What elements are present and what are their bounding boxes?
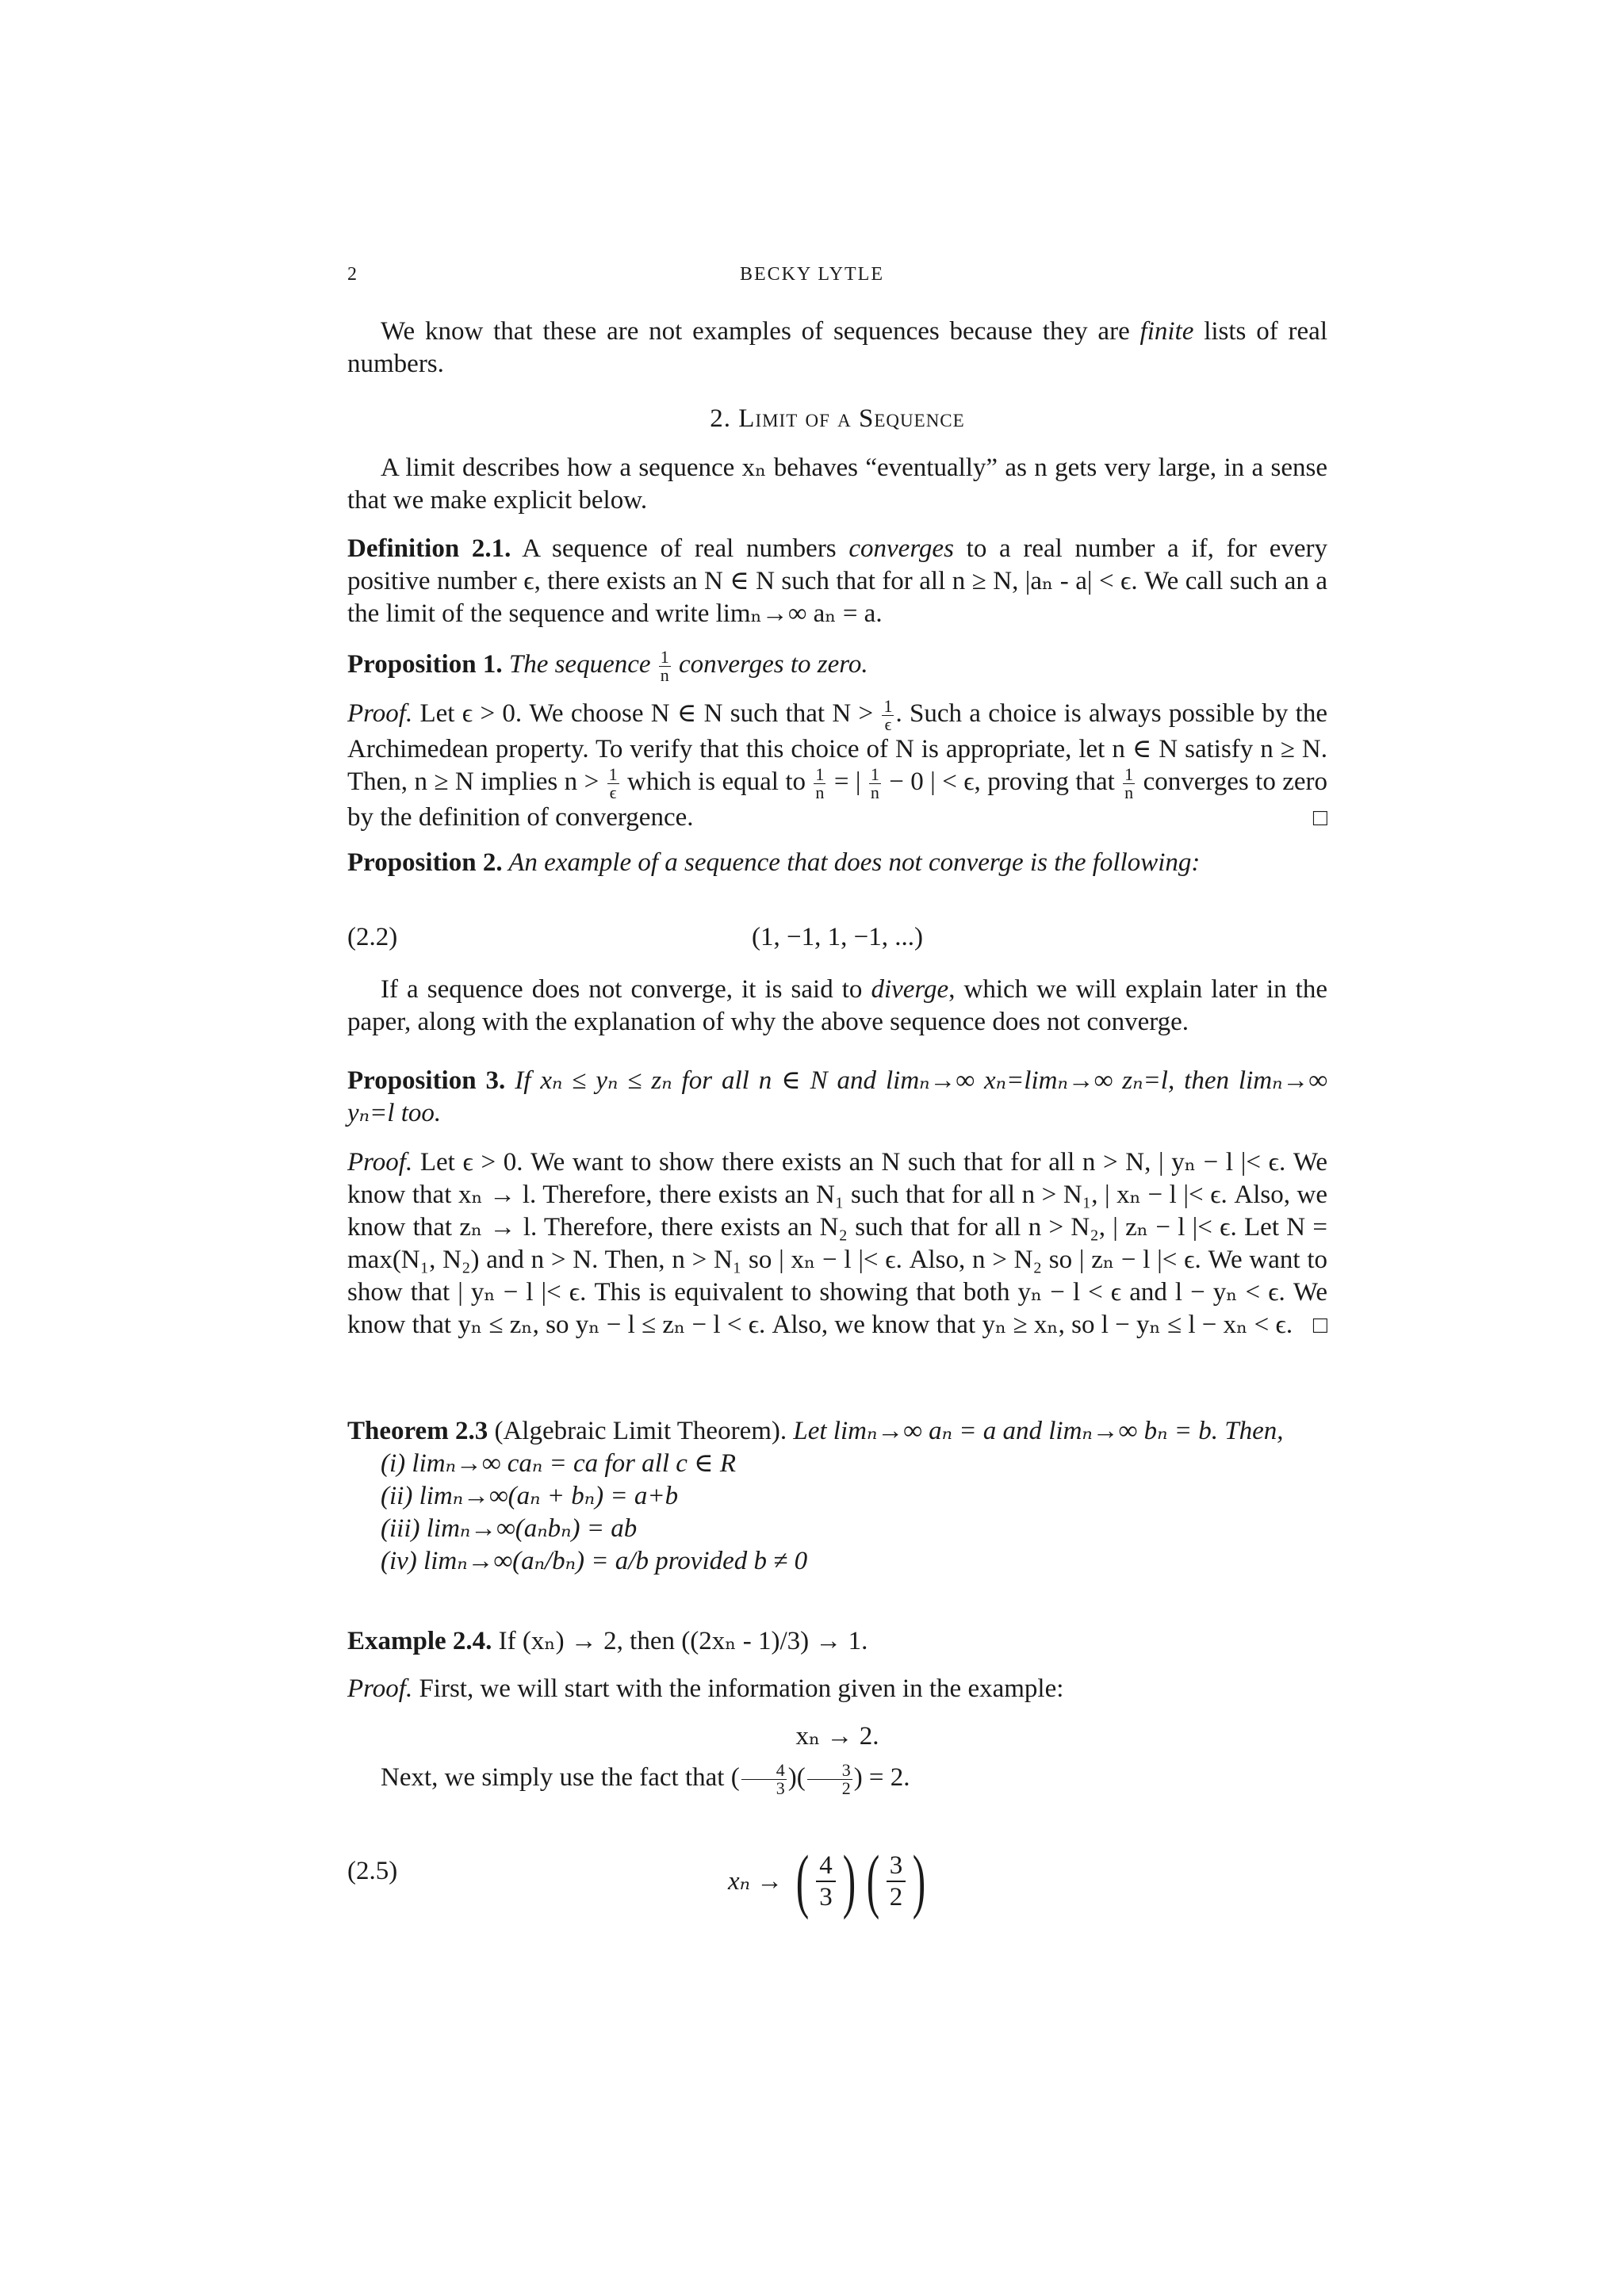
- equation-number: (2.2): [347, 923, 398, 951]
- paragraph-text: )(: [787, 1763, 806, 1793]
- fraction-numerator: 1: [870, 764, 879, 784]
- diverge-paragraph: [347, 974, 1327, 1039]
- theorem-item: (i) limₙ→∞ caₙ = ca for all c ∈ R: [381, 1449, 736, 1478]
- proposition-text: If xₙ ≤ yₙ ≤ zₙ for all n ∈ N and limₙ→∞ xₙ=limₙ→∞ zₙ=l, then limₙ→∞ yₙ=l too.: [347, 1066, 1327, 1127]
- qed-symbol: □: [1312, 1312, 1327, 1338]
- limit-intro-paragraph: A limit describes how a sequence xₙ behaves “eventually” as n gets very large, in a sense that we make explicit below.: [347, 453, 1327, 515]
- proposition-label: Proposition 2.: [347, 848, 503, 877]
- left-paren: (: [866, 1842, 879, 1920]
- section-title: 2. Limit of a Sequence: [710, 404, 965, 433]
- fraction-denominator: 3: [776, 1778, 785, 1798]
- definition-2-1: [347, 533, 1327, 630]
- paragraph-text-end: ) = 2.: [853, 1763, 910, 1793]
- proof-example-2-4: [347, 1673, 1327, 1705]
- fraction-numerator: 4: [741, 1762, 787, 1780]
- fraction: [807, 1762, 852, 1797]
- proof-label: Proof.: [347, 1148, 413, 1177]
- fraction-numerator: 1: [815, 764, 825, 784]
- fraction: [659, 649, 671, 684]
- intro-text-end: lists of real numbers.: [347, 317, 1327, 378]
- definition-text: A sequence of real numbers: [511, 534, 849, 563]
- fraction: [814, 766, 825, 802]
- fraction-numerator: 4: [816, 1850, 836, 1882]
- equation-body: (1, −1, 1, −1, ...): [752, 923, 923, 951]
- left-paren: (: [796, 1842, 810, 1920]
- fraction-denominator: 2: [841, 1778, 851, 1798]
- theorem-2-3: [347, 1415, 1327, 1578]
- equation-lhs: xₙ →: [728, 1866, 783, 1896]
- theorem-item: (iv) limₙ→∞(aₙ/bₙ) = a/b provided b ≠ 0: [381, 1547, 808, 1575]
- example-2-4: [347, 1625, 1327, 1658]
- proof-text: = |: [827, 767, 868, 797]
- fraction-denominator: 3: [819, 1883, 833, 1911]
- proposition-text: The sequence: [502, 650, 657, 679]
- fraction: [1123, 766, 1135, 802]
- fraction-denominator: ϵ: [609, 783, 617, 802]
- fraction-denominator: n: [1124, 783, 1134, 802]
- theorem-item: (iii) limₙ→∞(aₙbₙ) = ab: [381, 1514, 638, 1543]
- intro-paragraph: [347, 316, 1327, 381]
- equation-body: [728, 1838, 931, 1925]
- display-equation: xₙ → 2.: [795, 1722, 879, 1751]
- example-label: Example 2.4.: [347, 1627, 492, 1655]
- fraction-numerator: 1: [1124, 764, 1134, 784]
- theorem-text: Let limₙ→∞ aₙ = a and limₙ→∞ bₙ = b. Then,: [787, 1417, 1284, 1445]
- proposition-3: [347, 1065, 1327, 1130]
- qed-symbol: □: [1312, 805, 1327, 831]
- proposition-2: [347, 847, 1327, 879]
- fraction: [607, 766, 619, 802]
- diverge-emphasis: diverge: [871, 975, 949, 1004]
- paragraph-text: Next, we simply use the fact that (: [381, 1763, 740, 1793]
- fraction-numerator: 3: [807, 1762, 852, 1780]
- proof-label: Proof.: [347, 1674, 413, 1703]
- fraction-denominator: n: [815, 783, 825, 802]
- fraction: [882, 698, 894, 733]
- proof-text-end: converges to zero by the definition of convergence.: [347, 767, 1328, 832]
- next-step-paragraph: [347, 1762, 1327, 1797]
- intro-emphasis: finite: [1139, 317, 1194, 346]
- fraction-numerator: 1: [883, 696, 893, 716]
- fraction-denominator: 2: [889, 1883, 903, 1911]
- intro-text: We know that these are not examples of sequences because they are: [381, 317, 1140, 346]
- proposition-text-end: converges to zero.: [672, 650, 868, 679]
- fraction: [741, 1762, 787, 1797]
- proof-text: First, we will start with the information given in the example:: [412, 1674, 1064, 1703]
- fraction-numerator: 1: [660, 647, 669, 667]
- right-paren: ): [912, 1842, 926, 1920]
- right-paren: ): [842, 1842, 856, 1920]
- definition-text-end: to a real number a if, for every positive number ϵ, there exists an N ∈ N such that for all n ≥ N, |aₙ - a| < ϵ. We call such an a the limit of the sequence and write limₙ→∞ aₙ = a.: [347, 534, 1328, 628]
- equation-2-5: [347, 1838, 1327, 1925]
- proof-proposition-3: [347, 1146, 1327, 1341]
- proposition-1: [347, 649, 1327, 684]
- proof-text: which is equal to: [620, 767, 813, 797]
- theorem-label: Theorem 2.3: [347, 1417, 488, 1445]
- fraction: [869, 766, 881, 802]
- fraction-denominator: ϵ: [884, 714, 892, 734]
- example-text: If (xₙ) → 2, then ((2xₙ - 1)/3) → 1.: [492, 1627, 868, 1655]
- proof-text: Let ϵ > 0. We choose N ∈ N such that N >: [412, 699, 881, 729]
- theorem-name: (Algebraic Limit Theorem).: [488, 1417, 787, 1445]
- equation-number: (2.5): [347, 1857, 398, 1885]
- proof-text: − 0 | < ϵ, proving that: [882, 767, 1122, 797]
- definition-emphasis: converges: [848, 534, 954, 563]
- proposition-label: Proposition 1.: [347, 650, 503, 679]
- proposition-label: Proposition 3.: [347, 1066, 506, 1095]
- proof-label: Proof.: [347, 699, 413, 729]
- fraction-denominator: n: [870, 783, 879, 802]
- proof-proposition-1: [347, 698, 1327, 834]
- equation-2-2: [347, 921, 1327, 969]
- fraction: [887, 1850, 906, 1912]
- fraction-denominator: n: [660, 665, 669, 685]
- theorem-item: (ii) limₙ→∞(aₙ + bₙ) = a+b: [381, 1482, 679, 1510]
- page-number: 2: [347, 264, 357, 285]
- definition-label: Definition 2.1.: [347, 534, 511, 563]
- fraction-numerator: 1: [608, 764, 618, 784]
- proposition-text: An example of a sequence that does not converge is the following:: [502, 848, 1201, 877]
- fraction-numerator: 3: [887, 1850, 906, 1882]
- paragraph-text-end: , which we will explain later in the paper, along with the explanation of why the above sequence does not converge.: [347, 975, 1327, 1036]
- fraction: [816, 1850, 836, 1912]
- paragraph-text: If a sequence does not converge, it is said to: [381, 975, 871, 1004]
- proof-text: Let ϵ > 0. We want to show there exists an N such that for all n > N, | yₙ − l |< ϵ. We know that xₙ → l. Therefore, there exists an N₁ such that for all n > N₁, | xₙ − l |< ϵ. Also, we know that zₙ → l. Therefore, there exists an N₂ such that for all n > N₂, | zₙ − l |< ϵ. Let N = max(N₁, N₂) and n > N. Then, n > N₁ so | xₙ − l |< ϵ. Also, n > N₂ so | zₙ − l |< ϵ. We want to show that | yₙ − l |< ϵ. This is equivalent to showing that both yₙ − l < ϵ and l − yₙ < ϵ. We know that yₙ ≤ zₙ, so yₙ − l ≤ zₙ − l < ϵ. Also, we know that yₙ ≥ xₙ, so l − yₙ ≤ l − xₙ < ϵ.: [347, 1148, 1327, 1339]
- running-header-author: BECKY LYTLE: [739, 264, 885, 285]
- proof-text: . Such a choice is always possible by the Archimedean property. To verify that this choice of N is appropriate, let n ∈ N satisfy n ≥ N. Then, n ≥ N implies n >: [347, 699, 1327, 797]
